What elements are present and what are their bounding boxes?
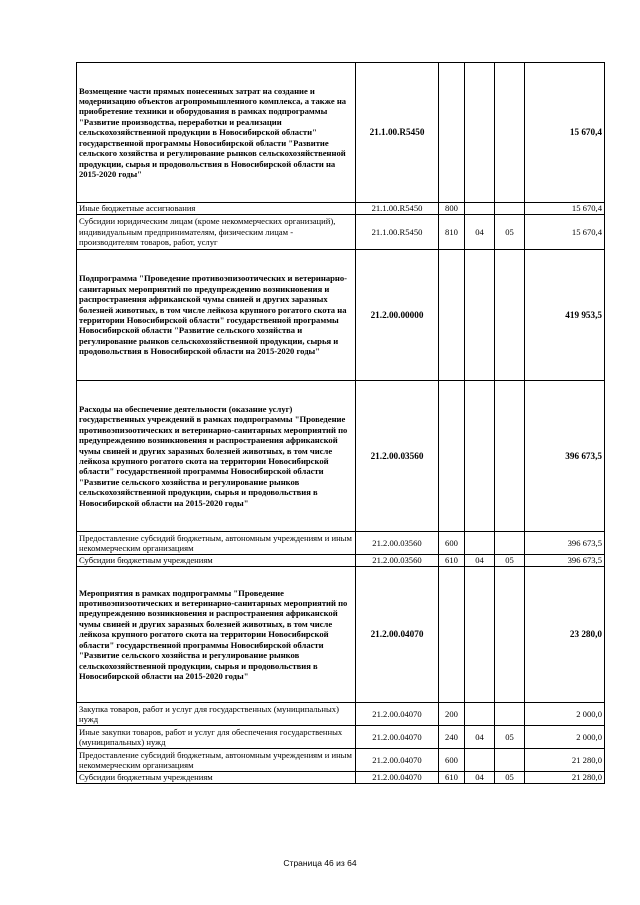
row-section [465,703,495,726]
row-sum: 21 280,0 [525,772,605,784]
row-section [465,203,495,215]
row-vr [439,567,465,703]
row-sum: 2 000,0 [525,703,605,726]
row-subsection [495,749,525,772]
row-sum: 15 670,4 [525,215,605,250]
row-section: 04 [465,772,495,784]
row-vr: 600 [439,532,465,555]
row-code: 21.1.00.R5450 [356,215,439,250]
row-section: 04 [465,726,495,749]
row-name: Закупка товаров, работ и услуг для государственных (муниципальных) нужд [77,703,356,726]
row-section [465,532,495,555]
row-subsection [495,250,525,381]
row-code: 21.2.00.04070 [356,567,439,703]
row-name: Подпрограмма "Проведение противоэпизоотических и ветеринарно-санитарных мероприятий по предупреждению возникновения и распространения африканской чумы свиней и других заразных болезней животных, в том числе лейкоза крупного рогатого скота на территории Новосибирской области" государственной программы Новосибирской области "Развитие сельского хозяйства и регулирование рынков сельскохозяйственной продукции, сырья и продовольствия в Новосибирской области на 2015-2020 годы" [77,250,356,381]
row-section [465,250,495,381]
row-sum: 23 280,0 [525,567,605,703]
row-sum: 419 953,5 [525,250,605,381]
row-subsection: 05 [495,772,525,784]
row-name: Расходы на обеспечение деятельности (оказание услуг) государственных учреждений в рамках подпрограммы "Проведение противоэпизоотических и ветеринарно-санитарных мероприятий по предупреждению возникновения и распространения африканской чумы свиней и других заразных болезней животных, в том числе лейкоза крупного рогатого скота на территории Новосибирской области" государственной программы Новосибирской области "Развитие сельского хозяйства и регулирование рынков сельскохозяйственной продукции, сырья и продовольствия в Новосибирской области на 2015-2020 годы" [77,381,356,532]
row-name: Субсидии бюджетным учреждениям [77,772,356,784]
row-name: Возмещение части прямых понесенных затрат на создание и модернизацию объектов агропромышленного комплекса, а также на приобретение техники и оборудования в рамках подпрограммы "Развитие производства, переработки и реализации сельскохозяйственной продукции в Новосибирской области" государственной программы Новосибирской области "Развитие сельского хозяйства и регулирование рынков сельскохозяйственной продукции, сырья и продовольствия в Новосибирской области на 2015-2020 годы" [77,63,356,203]
row-code: 21.2.00.04070 [356,772,439,784]
table-row [77,203,605,215]
row-section [465,381,495,532]
row-name: Субсидии бюджетным учреждениям [77,555,356,567]
table-row [77,381,605,532]
table-row [77,250,605,381]
row-sum: 396 673,5 [525,555,605,567]
row-section [465,63,495,203]
row-vr: 600 [439,749,465,772]
row-code: 21.2.00.03560 [356,532,439,555]
budget-table [76,62,605,784]
row-code: 21.2.00.03560 [356,381,439,532]
table-row [77,63,605,203]
row-code: 21.1.00.R5450 [356,203,439,215]
table-row [77,726,605,749]
row-vr: 240 [439,726,465,749]
row-subsection [495,203,525,215]
table-row [77,532,605,555]
table-row [77,567,605,703]
row-code: 21.2.00.00000 [356,250,439,381]
row-vr: 200 [439,703,465,726]
row-name: Предоставление субсидий бюджетным, автономным учреждениям и иным некоммерческим организациям [77,532,356,555]
budget-table-body [77,63,605,784]
row-subsection [495,532,525,555]
row-name: Иные бюджетные ассигнования [77,203,356,215]
row-vr: 800 [439,203,465,215]
row-sum: 2 000,0 [525,726,605,749]
table-row [77,555,605,567]
row-vr: 610 [439,555,465,567]
row-sum: 396 673,5 [525,532,605,555]
row-sum: 15 670,4 [525,63,605,203]
row-vr [439,381,465,532]
table-row [77,215,605,250]
page-number: Страница 46 из 64 [283,858,357,868]
row-section: 04 [465,215,495,250]
row-name: Предоставление субсидий бюджетным, автономным учреждениям и иным некоммерческим организациям [77,749,356,772]
row-name: Мероприятия в рамках подпрограммы "Проведение противоэпизоотических и ветеринарно-санитарных мероприятий по предупреждению возникновения и распространения африканской чумы свиней и других заразных болезней животных, в том числе лейкоза крупного рогатого скота на территории Новосибирской области" государственной программы Новосибирской области "Развитие сельского хозяйства и регулирование рынков сельскохозяйственной продукции, сырья и продовольствия в Новосибирской области на 2015-2020 годы" [77,567,356,703]
row-section [465,749,495,772]
row-code: 21.2.00.04070 [356,726,439,749]
row-subsection: 05 [495,726,525,749]
row-vr [439,63,465,203]
row-code: 21.1.00.R5450 [356,63,439,203]
row-subsection: 05 [495,215,525,250]
row-subsection [495,381,525,532]
row-section [465,567,495,703]
row-code: 21.2.00.04070 [356,749,439,772]
row-section: 04 [465,555,495,567]
row-subsection [495,63,525,203]
row-sum: 15 670,4 [525,203,605,215]
table-row [77,749,605,772]
row-code: 21.2.00.04070 [356,703,439,726]
row-name: Субсидии юридическим лицам (кроме некоммерческих организаций), индивидуальным предпринимателям, физическим лицам - производителям товаров, работ, услуг [77,215,356,250]
table-row [77,772,605,784]
row-sum: 396 673,5 [525,381,605,532]
row-code: 21.2.00.03560 [356,555,439,567]
row-subsection: 05 [495,555,525,567]
row-vr [439,250,465,381]
row-name: Иные закупки товаров, работ и услуг для обеспечения государственных (муниципальных) нужд [77,726,356,749]
row-subsection [495,567,525,703]
row-sum: 21 280,0 [525,749,605,772]
row-subsection [495,703,525,726]
table-row [77,703,605,726]
row-vr: 610 [439,772,465,784]
row-vr: 810 [439,215,465,250]
